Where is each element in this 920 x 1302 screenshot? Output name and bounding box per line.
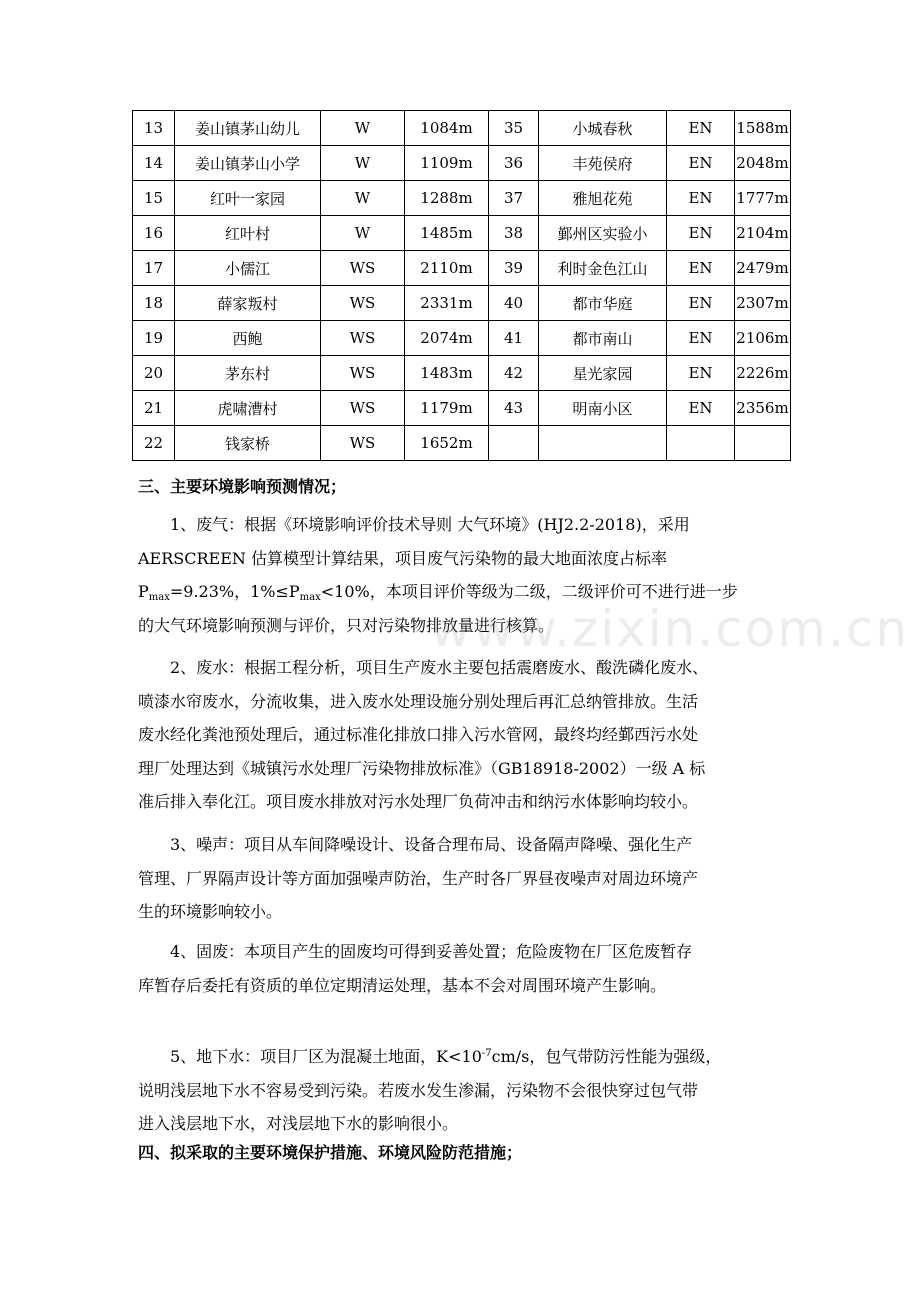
table-cell: 39	[489, 251, 539, 286]
table-cell: 茅东村	[175, 356, 321, 391]
table-row	[133, 181, 791, 216]
subscript: max	[299, 592, 321, 603]
text-line: 管理、厂界隔声设计等方面加强噪声防治，生产时各厂界昼夜噪声对周边环境产	[138, 868, 699, 888]
text-line: 3、噪声：项目从车间降噪设计、设备合理布局、设备隔声降噪、强化生产	[170, 835, 693, 854]
text-run: 5、地下水：项目厂区为混凝土地面，K<10	[170, 1047, 482, 1066]
table-cell: 17	[133, 251, 175, 286]
text-line: 废水经化粪池预处理后，通过标准化排放口排入污水管网，最终均经鄞西污水处	[138, 725, 699, 744]
table-cell: 小儒江	[175, 251, 321, 286]
table-cell: 1777m	[735, 181, 791, 216]
table-cell: 37	[489, 181, 539, 216]
table-cell: 虎啸漕村	[175, 391, 321, 426]
table-cell: 13	[133, 111, 175, 146]
table-cell: 22	[133, 426, 175, 461]
table-cell: 43	[489, 391, 539, 426]
table-cell: 1588m	[735, 111, 791, 146]
table-cell: 2048m	[735, 146, 791, 181]
table-row	[133, 216, 791, 251]
section-4-heading: 四、拟采取的主要环境保护措施、环境风险防范措施；	[138, 1143, 523, 1162]
text-line: 1、废气：根据《环境影响评价技术导则 大气环境》(HJ2.2-2018)，采用	[170, 515, 690, 534]
table-cell	[489, 426, 539, 461]
table-cell: WS	[321, 321, 405, 356]
table-cell: EN	[667, 286, 735, 321]
table-cell: 2226m	[735, 356, 791, 391]
watermark: www.zixin.com.cn	[430, 600, 910, 658]
table-cell: EN	[667, 391, 735, 426]
table-cell: W	[321, 216, 405, 251]
table-cell: 钱家桥	[175, 426, 321, 461]
table-cell: EN	[667, 181, 735, 216]
table-row	[133, 286, 791, 321]
text-run: cm/s，包气带防污性能为强级，	[491, 1047, 722, 1066]
table-cell: 19	[133, 321, 175, 356]
table-cell: 2307m	[735, 286, 791, 321]
text-line: 的大气环境影响预测与评价，只对污染物排放量进行核算。	[138, 615, 555, 635]
table-row	[133, 356, 791, 391]
table-cell: 西鲍	[175, 321, 321, 356]
table-cell: EN	[667, 356, 735, 391]
table-cell: 16	[133, 216, 175, 251]
text-line: 说明浅层地下水不容易受到污染。若废水发生渗漏，污染物不会很快穿过包气带	[138, 1080, 699, 1100]
table-cell: 42	[489, 356, 539, 391]
table-cell: 红叶一家园	[175, 181, 321, 216]
table-cell: 鄞州区实验小	[539, 216, 667, 251]
table-cell: WS	[321, 391, 405, 426]
table-cell: EN	[667, 321, 735, 356]
table-cell: 红叶村	[175, 216, 321, 251]
table-cell: 20	[133, 356, 175, 391]
table-cell: 都市南山	[539, 321, 667, 356]
text-line: 准后排入奉化江。项目废水排放对污水处理厂负荷冲击和纳污水体影响均较小。	[138, 792, 699, 811]
table-cell: WS	[321, 251, 405, 286]
paragraph-exhaust-gas	[138, 508, 784, 642]
table-cell: 都市华庭	[539, 286, 667, 321]
superscript: -7	[481, 1048, 492, 1059]
table-cell: 姜山镇茅山小学	[175, 146, 321, 181]
table-cell: 1179m	[405, 391, 489, 426]
text-run: =9.23%，1%≤P	[169, 582, 300, 601]
sensitive-targets-table	[132, 110, 791, 461]
table-cell	[667, 426, 735, 461]
text-run: P	[138, 582, 149, 601]
table-cell: 姜山镇茅山幼儿	[175, 111, 321, 146]
table-row	[133, 426, 791, 461]
text-line: 喷漆水帘废水，分流收集，进入废水处理设施分别处理后再汇总纳管排放。生活	[138, 691, 699, 711]
table-cell: EN	[667, 111, 735, 146]
section-3-heading: 三、主要环境影响预测情况；	[138, 477, 347, 496]
paragraph-groundwater	[138, 1040, 784, 1141]
table-cell	[735, 426, 791, 461]
paragraph-noise	[138, 828, 784, 929]
table-cell: 丰苑侯府	[539, 146, 667, 181]
text-line	[138, 575, 784, 609]
text-line: 理厂处理达到《城镇污水处理厂污染物排放标准》（GB18918-2002）一级 A 标	[138, 758, 706, 778]
table-row	[133, 251, 791, 286]
text-run: <10%，本项目评价等级为二级，二级评价可不进行进一步	[320, 582, 738, 601]
table-cell: 利时金色江山	[539, 251, 667, 286]
table-cell: 2479m	[735, 251, 791, 286]
table-cell: W	[321, 181, 405, 216]
table-cell: EN	[667, 216, 735, 251]
table-cell: 1109m	[405, 146, 489, 181]
table-cell: 1084m	[405, 111, 489, 146]
table-cell: 21	[133, 391, 175, 426]
table-cell: 2331m	[405, 286, 489, 321]
paragraph-wastewater	[138, 651, 784, 819]
table-cell: 2356m	[735, 391, 791, 426]
table-row	[133, 146, 791, 181]
table-cell: 1288m	[405, 181, 489, 216]
text-line: AERSCREEN 估算模型计算结果，项目废气污染物的最大地面浓度占标率	[138, 548, 667, 568]
text-line	[138, 1040, 784, 1074]
table-cell: 35	[489, 111, 539, 146]
text-line: 2、废水：根据工程分析，项目生产废水主要包括震磨废水、酸洗磷化废水、	[170, 658, 709, 677]
table-cell: 36	[489, 146, 539, 181]
table-cell: 15	[133, 181, 175, 216]
text-line: 库暂存后委托有资质的单位定期清运处理，基本不会对周围环境产生影响。	[138, 975, 667, 995]
table-cell: EN	[667, 251, 735, 286]
text-line: 4、固废：本项目产生的固废均可得到妥善处置；危险废物在厂区危废暂存	[170, 942, 693, 961]
table-cell: 14	[133, 146, 175, 181]
table-cell: 明南小区	[539, 391, 667, 426]
table-body	[133, 111, 791, 461]
table-cell: 38	[489, 216, 539, 251]
table-cell: W	[321, 111, 405, 146]
subscript: max	[148, 592, 170, 603]
table-cell: 星光家园	[539, 356, 667, 391]
table-cell: 1485m	[405, 216, 489, 251]
table-cell: 40	[489, 286, 539, 321]
table-cell: 2074m	[405, 321, 489, 356]
table-cell: 雅旭花苑	[539, 181, 667, 216]
table-cell: 1483m	[405, 356, 489, 391]
table-cell: 1652m	[405, 426, 489, 461]
table-row	[133, 111, 791, 146]
table-cell: 2106m	[735, 321, 791, 356]
table-cell: 18	[133, 286, 175, 321]
text-line: 生的环境影响较小。	[138, 902, 283, 921]
table-cell: 41	[489, 321, 539, 356]
table-row	[133, 321, 791, 356]
table-cell	[539, 426, 667, 461]
table-cell: 2110m	[405, 251, 489, 286]
table-cell: 薛家叛村	[175, 286, 321, 321]
text-line: 进入浅层地下水，对浅层地下水的影响很小。	[138, 1114, 459, 1133]
paragraph-solid-waste	[138, 935, 784, 1002]
table-cell: 2104m	[735, 216, 791, 251]
table-cell: WS	[321, 356, 405, 391]
table-cell: 小城春秋	[539, 111, 667, 146]
table-row	[133, 391, 791, 426]
table-cell: WS	[321, 426, 405, 461]
table-cell: WS	[321, 286, 405, 321]
table-cell: EN	[667, 146, 735, 181]
table-cell: W	[321, 146, 405, 181]
